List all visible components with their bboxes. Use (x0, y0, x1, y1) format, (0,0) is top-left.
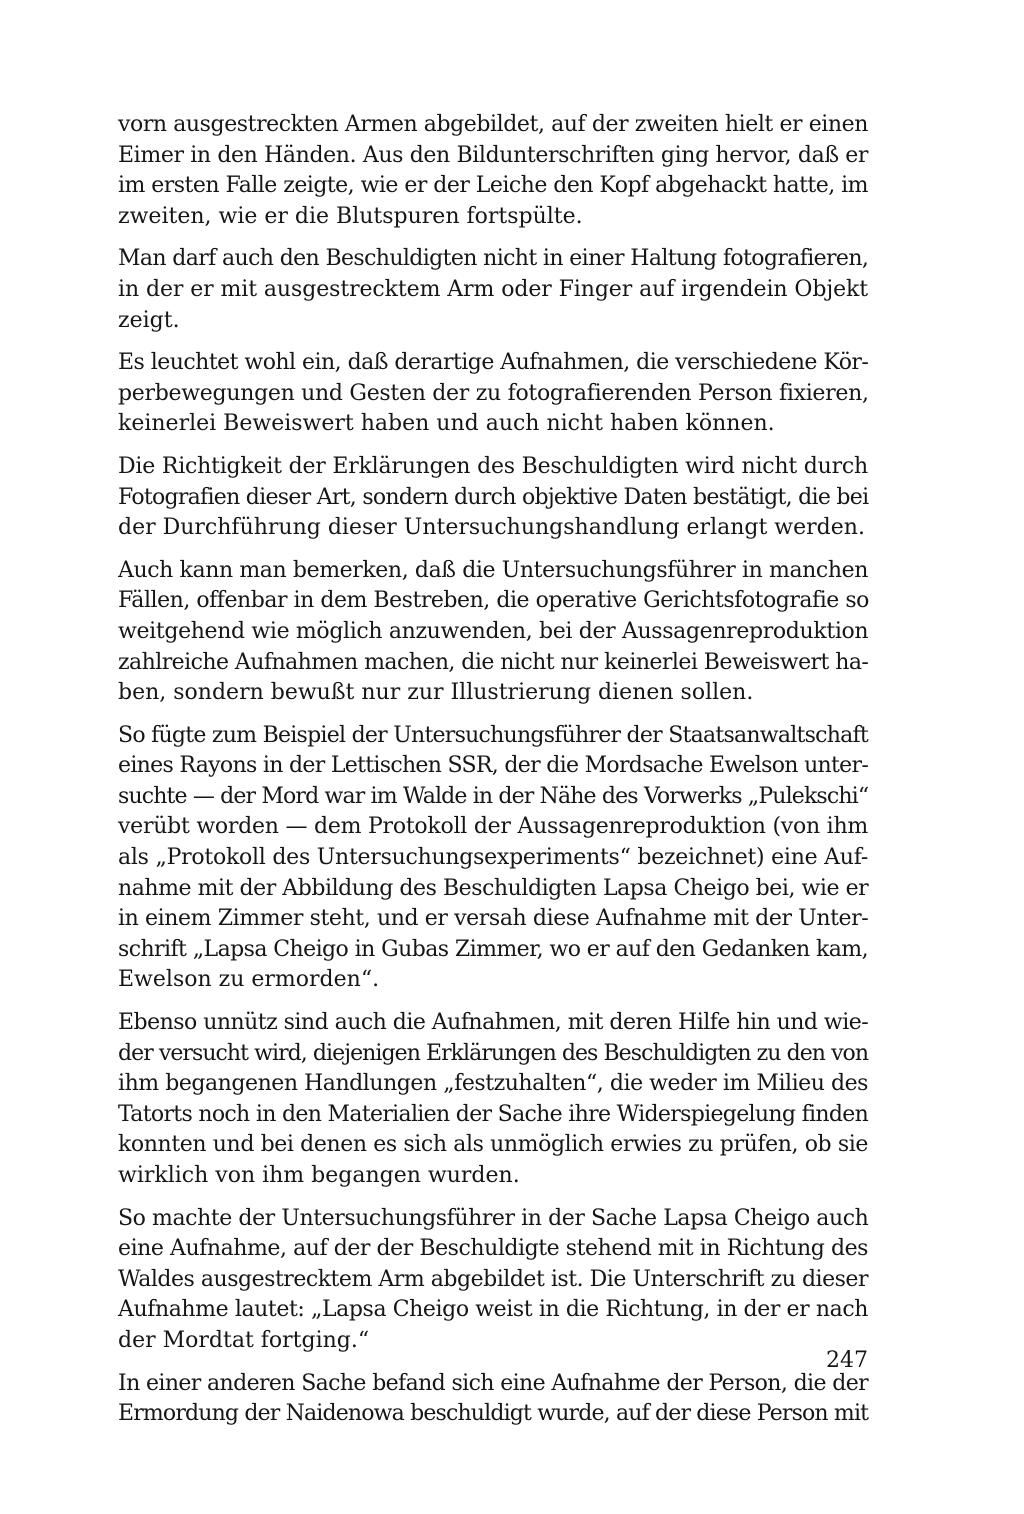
text-line: als „Protokoll des Untersuchungsexperiments“ bezeichnet) eine Auf- (118, 845, 868, 871)
paragraph (118, 1369, 868, 1430)
text-line: suchte — der Mord war im Walde in der Nähe des Vorwerks „Pulekschi“ (118, 783, 869, 809)
text-line: Man darf auch den Beschuldigten nicht in einer Haltung fotografieren, (118, 246, 869, 272)
paragraph (118, 1204, 868, 1357)
text-line: perbewegungen und Gesten der zu fotografierenden Person fixieren, (118, 380, 869, 406)
text-line: zweiten, wie er die Blutspuren fortspülte. (118, 203, 583, 229)
text-line: der Durchführung dieser Untersuchungshandlung erlangt werden. (118, 515, 865, 541)
text-line: Die Richtigkeit der Erklärungen des Beschuldigten wird nicht durch (118, 453, 868, 479)
text-line: im ersten Falle zeigte, wie er der Leiche den Kopf abgehackt hatte, im (118, 173, 868, 199)
paragraph (118, 110, 868, 232)
paragraph (118, 244, 868, 336)
paragraph (118, 348, 868, 440)
text-line: Es leuchtet wohl ein, daß derartige Aufnahmen, die verschiedene Kör- (118, 350, 869, 376)
text-line: Ermordung der Naidenowa beschuldigt wurde, auf der diese Person mit (118, 1401, 869, 1427)
text-line: ihm begangenen Handlungen „festzuhalten“, die weder im Milieu des (118, 1071, 868, 1097)
text-line: konnten und bei denen es sich als unmöglich erwies zu prüfen, ob sie (118, 1132, 868, 1158)
text-line: wirklich von ihm begangen wurden. (118, 1163, 520, 1188)
text-line: Ebenso unnütz sind auch die Aufnahmen, mit deren Hilfe hin und wie- (118, 1010, 869, 1036)
text-line: zahlreiche Aufnahmen machen, die nicht nur keinerlei Beweiswert ha- (118, 649, 869, 675)
text-line: Eimer in den Händen. Aus den Bildunterschriften ging hervor, daß er (118, 142, 869, 168)
paragraph (118, 1008, 868, 1192)
text-line: Ewelson zu ermorden“. (118, 967, 380, 993)
text-line: In einer anderen Sache befand sich eine Aufnahme der Person, die der (118, 1370, 868, 1396)
text-line: Fällen, offenbar in dem Bestreben, die operative Gerichtsfotografie so (118, 588, 869, 614)
text-line: Waldes ausgestrecktem Arm abgebildet ist. Die Unterschrift zu dieser (118, 1266, 868, 1292)
text-line: Fotografien dieser Art, sondern durch objektive Daten bestätigt, die bei (118, 484, 869, 510)
text-line: ben, sondern bewußt nur zur Illustrierung dienen sollen. (118, 680, 754, 706)
paragraph (118, 452, 868, 544)
text-line: Auch kann man bemerken, daß die Untersuchungsführer in manchen (118, 557, 868, 583)
text-line: schrift „Lapsa Cheigo in Gubas Zimmer, wo er auf den Gedanken kam, (118, 936, 868, 962)
paragraph (118, 556, 868, 709)
page-number: 247 (826, 1348, 868, 1373)
text-line: So fügte zum Beispiel der Untersuchungsführer der Staatsanwaltschaft (118, 722, 868, 748)
text-line: der Mordtat fortging.“ (118, 1327, 370, 1353)
body-text (118, 110, 868, 1442)
text-line: keinerlei Beweiswert haben und auch nicht haben können. (118, 411, 775, 437)
text-line: nahme mit der Abbildung des Beschuldigten Lapsa Cheigo bei, wie er (118, 875, 869, 901)
text-line: weitgehend wie möglich anzuwenden, bei der Aussagenreproduktion (118, 618, 869, 644)
text-line: in einem Zimmer steht, und er versah diese Aufnahme mit der Unter- (118, 906, 869, 932)
text-line: vorn ausgestreckten Armen abgebildet, auf der zweiten hielt er einen (118, 112, 868, 137)
text-line: eine Aufnahme, auf der der Beschuldigte stehend mit in Richtung des (118, 1236, 868, 1262)
text-line: eines Rayons in der Lettischen SSR, der die Mordsache Ewelson unter- (118, 753, 869, 779)
text-line: So machte der Untersuchungsführer in der Sache Lapsa Cheigo auch (118, 1205, 869, 1231)
paragraph (118, 721, 868, 996)
text-line: der versucht wird, diejenigen Erklärungen des Beschuldigten zu den von (118, 1040, 869, 1066)
text-line: zeigt. (118, 307, 180, 333)
text-line: in der er mit ausgestrecktem Arm oder Finger auf irgendein Objekt (118, 276, 868, 302)
text-line: verübt worden — dem Protokoll der Aussagenreproduktion (von ihm (118, 814, 868, 840)
text-line: Aufnahme lautet: „Lapsa Cheigo weist in die Richtung, in der er nach (118, 1297, 868, 1323)
text-line: Tatorts noch in den Materialien der Sache ihre Widerspiegelung finden (118, 1101, 869, 1127)
